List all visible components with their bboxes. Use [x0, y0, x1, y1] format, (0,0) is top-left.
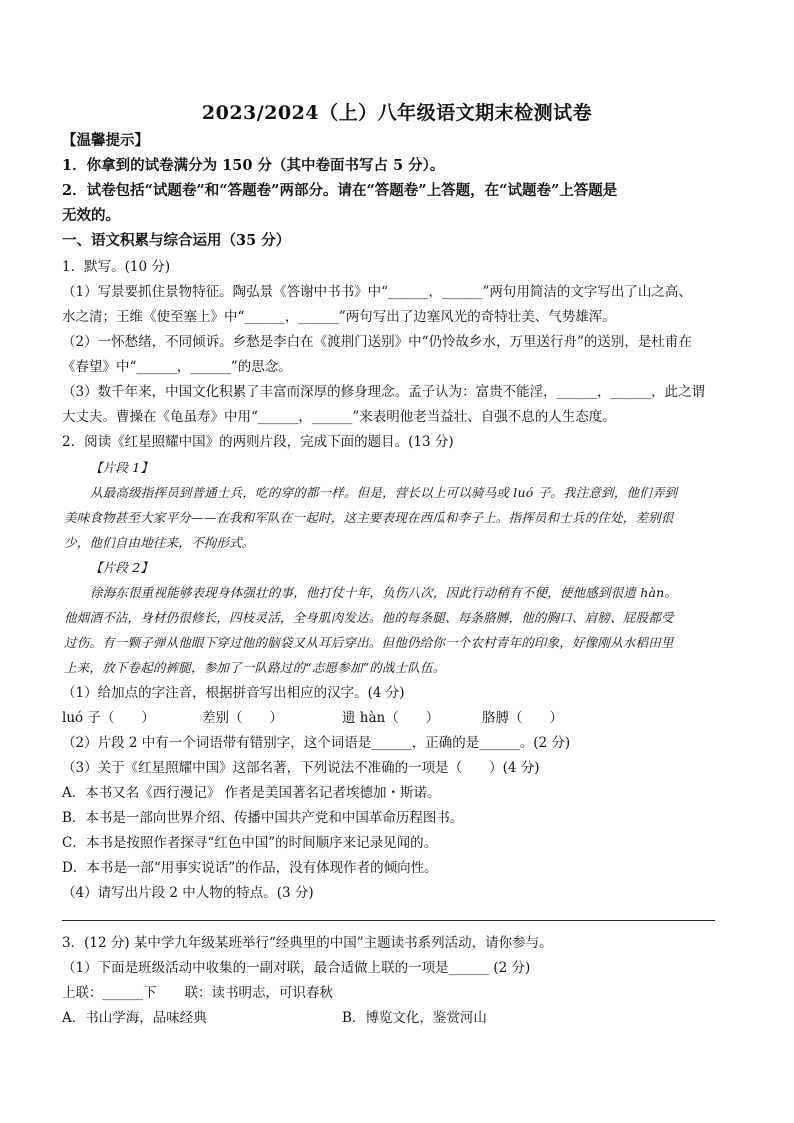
pinyin-row — [62, 709, 734, 727]
q1-s1-line-2: 水之清；王维《使至塞上》中“______，______”两句写出了边塞风光的奇特壮美、气势雄浑。 — [62, 309, 616, 325]
fragment-2-line-2: 他烟酒不沾，身材仍很修长，四枝灵活，全身肌肉发达。他的每条腿、每条胳膊，他的胸口、肩膀、屁股都受 — [64, 610, 674, 625]
q2-option-b: B．本书是一部向世界介绍、传播中国共产党和中国革命历程图书。 — [62, 810, 464, 826]
pinyin-item: 差别（ ） — [202, 710, 283, 726]
q1-heading: 1．默写。(10 分) — [62, 259, 171, 275]
fragment-2-line-1: 徐海东很重视能够表现身体强壮的事，他打仗十年，负伤八次，因此行动稍有不便，使他感到很遗 hàn。 — [90, 585, 678, 600]
q3-sub-1: （1）下面是班级活动中收集的一副对联，最合适做上联的一项是______ (2 分) — [62, 960, 531, 976]
fragment-2-line-3: 过伤。有一颗子弹从他眼下穿过他的脑袋又从耳后穿出。但他仍给你一个农村青年的印象，好像刚从水稻田里 — [64, 635, 674, 650]
q2-option-a: A．本书又名《西行漫记》 作者是美国著名记者埃德加・斯诺。 — [62, 785, 441, 801]
q2-sub-4: （4）请写出片段 2 中人物的特点。(3 分) — [62, 885, 314, 901]
pinyin-item: luó 子（ ） — [62, 710, 155, 726]
couplet-lower: 联：读书明志，可识春秋 — [184, 985, 333, 1001]
fragment-1-line-3: 少，他们自由地往来，不拘形式。 — [64, 535, 255, 550]
q1-s3-line-1: （3）数千年来，中国文化积累了丰富而深厚的修身理念。孟子认为：富贵不能淫，______，______，此之谓 — [62, 384, 706, 400]
q2-sub-2: （2）片段 2 中有一个词语带有错别字，这个词语是______，正确的是______。(2 分) — [62, 735, 571, 751]
pinyin-item: 遗 hàn（ ） — [342, 710, 440, 726]
fragment-2-label: 【片段 2】 — [90, 560, 154, 575]
page-title: 2023/2024（上）八年级语文期末检测试卷 — [201, 102, 593, 124]
tips-heading: 【温馨提示】 — [62, 132, 149, 149]
q3-heading: 3．(12 分) 某中学九年级某班举行“经典里的中国”主题读书系列活动，请你参与。 — [62, 935, 553, 951]
q2-option-c: C．本书是按照作者探寻“红色中国”的时间顺序来记录见闻的。 — [62, 835, 438, 851]
fragment-1-label: 【片段 1】 — [90, 460, 154, 475]
tip-1: 1．你拿到的试卷满分为 150 分（其中卷面书写占 5 分）。 — [62, 157, 445, 174]
answer-line — [62, 920, 715, 921]
q2-heading: 2．阅读《红星照耀中国》的两则片段，完成下面的题目。(13 分) — [62, 434, 454, 450]
tip-2-line-1: 2．试卷包括“试题卷”和“答题卷”两部分。请在“答题卷”上答题，在“试题卷”上答题是 — [62, 182, 618, 199]
q2-sub-1: （1）给加点的字注音，根据拼音写出相应的汉字。(4 分) — [62, 685, 405, 701]
fragment-2-line-4: 上来，放下卷起的裤腿，参加了一队路过的“志愿参加”的战士队伍。 — [64, 660, 446, 675]
couplet-row — [62, 984, 734, 1002]
q2-option-d: D．本书是一部“用事实说话”的作品，没有体现作者的倾向性。 — [62, 860, 438, 876]
q3-options — [62, 1009, 734, 1027]
q1-s2-line-1: （2）一怀愁绪，不同倾诉。乡愁是李白在《渡荆门送别》中“仍怜故乡水，万里送行舟”的送别，是杜甫在 — [62, 334, 692, 350]
q1-s1-line-1: （1）写景要抓住景物特征。陶弘景《答谢中书书》中“______，______”两句用简洁的文字写出了山之高、 — [62, 284, 692, 300]
fragment-1-line-1: 从最高级指挥员到普通士兵，吃的穿的都一样。但是，营长以上可以骑马或 luó 子。我注意到，他们弄到 — [90, 485, 678, 500]
couplet-upper: 上联：______下 — [62, 985, 157, 1001]
tip-2-line-2: 无效的。 — [62, 207, 120, 224]
pinyin-item: 胳膊（ ） — [482, 710, 563, 726]
section-1-heading: 一、语文积累与综合运用（35 分） — [62, 232, 291, 249]
q1-s2-line-2: 《春望》中“______，______”的思念。 — [62, 359, 292, 375]
q1-s3-line-2: 大丈夫。曹操在《龟虽寿》中用“______，______”来表明他老当益壮、自强不息的人生态度。 — [62, 409, 616, 425]
fragment-1-line-2: 美味食物甚至大家平分——在我和军队在一起时，这主要表现在西瓜和李子上。指挥员和士兵的住处，差别很 — [64, 510, 674, 525]
q2-sub-3: （3）关于《红星照耀中国》这部名著，下列说法不准确的一项是（ ）(4 分) — [62, 760, 540, 776]
q3-option-b: B．博览文化，鉴赏河山 — [342, 1010, 487, 1026]
q3-option-a: A．书山学海，品味经典 — [62, 1010, 207, 1026]
